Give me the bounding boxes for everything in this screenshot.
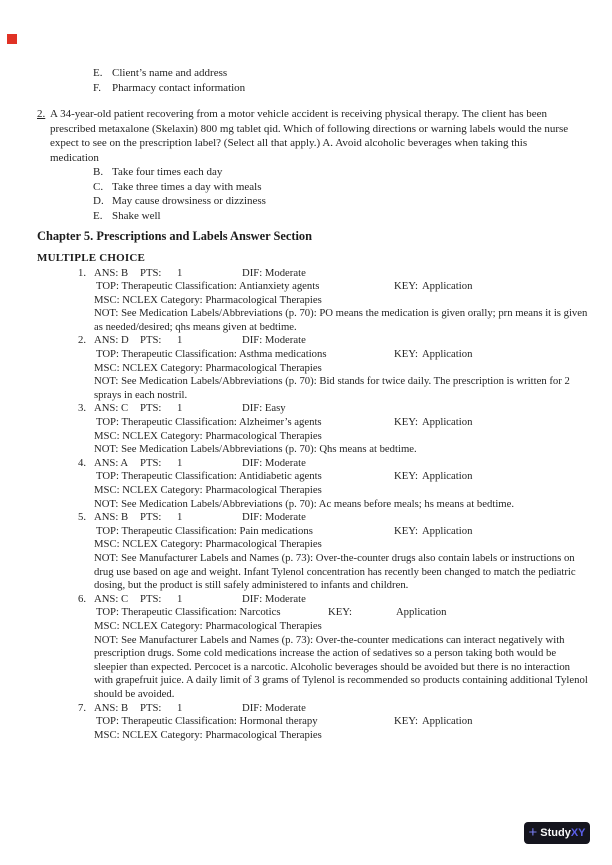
multiple-choice-heading: MULTIPLE CHOICE	[37, 251, 146, 264]
list-item	[37, 165, 585, 180]
dif-field: DIF: Moderate	[242, 456, 306, 469]
not-field: NOT: See Medication Labels/Abbreviations (p. 70): PO means the medication is given orally; prn means it is given as needed/desired; qhs means given at bedtime.	[94, 307, 588, 333]
answer-ans: ANS: B	[94, 701, 129, 714]
dif-field: DIF: Moderate	[242, 592, 306, 605]
answer-number: 3.	[77, 402, 86, 415]
answer-item	[77, 334, 591, 402]
pts-value: 1	[177, 592, 183, 605]
pts-value: 1	[177, 334, 183, 347]
key-label: KEY:	[394, 416, 418, 429]
question-text: A 34-year-old patient recovering from a motor vehicle accident is receiving physical therapy. The client has been prescribed metaxalone (Skelaxin) 800 mg tablet qid. Which of following directions or warning labels would the nurse expect to see on the prescription label? (Select all that apply.) A. Avoid alcoholic beverages when taking this medication	[50, 108, 569, 164]
key-value: Application	[421, 416, 473, 429]
logo-text-study: Study	[540, 827, 571, 839]
key-label: KEY:	[394, 348, 418, 361]
option-letter: E.	[93, 67, 103, 79]
option-text: Client’s name and address	[112, 67, 228, 79]
logo-text	[540, 827, 585, 839]
pts-value: 1	[177, 456, 183, 469]
answer-header-row	[77, 266, 591, 281]
dif-field: DIF: Moderate	[242, 511, 306, 524]
key-field	[394, 348, 472, 362]
answer-item	[77, 456, 591, 511]
key-field	[394, 715, 472, 729]
msc-field: MSC: NCLEX Category: Pharmacological Therapies	[94, 619, 322, 632]
top-field: TOP: Therapeutic Classification: Hormonal therapy	[96, 715, 318, 728]
pts-label: PTS:	[140, 456, 162, 469]
plus-icon: +	[528, 823, 538, 841]
pts-label: PTS:	[140, 402, 162, 415]
list-item	[37, 66, 585, 81]
key-field	[394, 470, 472, 484]
msc-field: MSC: NCLEX Category: Pharmacological Therapies	[94, 538, 322, 551]
dif-field: DIF: Moderate	[242, 701, 306, 714]
top-row	[94, 280, 591, 294]
key-label: KEY:	[394, 715, 418, 728]
studyxy-logo	[524, 822, 590, 844]
answer-item	[77, 592, 591, 702]
answer-item	[77, 511, 591, 593]
msc-field: MSC: NCLEX Category: Pharmacological Therapies	[94, 293, 322, 306]
not-field: NOT: See Manufacturer Labels and Names (p. 73): Over-the-counter drugs also contain labels or instructions on drug use based on age and weight. Infant Tylenol concentration has recently been changed to match the pediatric dosing, but the product is still safely administered to infants and children.	[94, 551, 576, 592]
answer-header-row	[77, 701, 591, 716]
pts-value: 1	[177, 402, 183, 415]
option-text: Pharmacy contact information	[112, 81, 246, 94]
top-row	[94, 715, 591, 729]
key-value: Application	[421, 470, 473, 483]
question-option-list	[37, 165, 585, 223]
msc-field: MSC: NCLEX Category: Pharmacological Therapies	[94, 484, 322, 496]
top-field: TOP: Therapeutic Classification: Narcotics	[96, 606, 281, 619]
msc-field: MSC: NCLEX Category: Pharmacological Therapies	[94, 429, 322, 442]
dif-field: DIF: Easy	[242, 402, 286, 415]
pts-label: PTS:	[140, 592, 162, 605]
key-value: Application	[421, 280, 473, 293]
not-field: NOT: See Medication Labels/Abbreviations (p. 70): Bid stands for twice daily. The prescription is written for 2 sprays in each nostril.	[94, 375, 570, 401]
answer-ans: ANS: D	[94, 334, 129, 347]
option-letter: D.	[93, 195, 104, 207]
key-label: KEY:	[394, 524, 418, 537]
key-field	[328, 606, 446, 620]
key-value: Application	[421, 524, 473, 537]
intro-option-list	[37, 66, 585, 95]
key-value: Application	[395, 606, 447, 619]
answer-list	[77, 266, 591, 743]
key-label: KEY:	[394, 280, 418, 293]
top-row	[94, 348, 591, 362]
answer-ans: ANS: A	[94, 456, 129, 469]
top-field: TOP: Therapeutic Classification: Asthma medications	[96, 348, 327, 361]
dif-field: DIF: Moderate	[242, 266, 306, 279]
section-heading: Chapter 5. Prescriptions and Labels Answer Section	[37, 229, 313, 243]
top-field: TOP: Therapeutic Classification: Pain medications	[96, 524, 313, 537]
not-field: NOT: See Medication Labels/Abbreviations (p. 70): Ac means before meals; hs means at bedtime.	[94, 497, 515, 510]
answer-ans: ANS: C	[94, 592, 129, 605]
option-letter: B.	[93, 166, 104, 178]
pts-label: PTS:	[140, 701, 162, 714]
top-field: TOP: Therapeutic Classification: Antianxiety agents	[96, 280, 320, 293]
answer-header-row	[77, 402, 591, 416]
list-item	[37, 209, 585, 224]
not-field: NOT: See Medication Labels/Abbreviations (p. 70): Qhs means at bedtime.	[94, 443, 417, 456]
list-item	[37, 180, 585, 195]
option-text: Take three times a day with meals	[112, 180, 262, 193]
top-row	[94, 416, 591, 430]
key-field	[394, 525, 472, 539]
answer-item	[77, 701, 591, 743]
option-letter: E.	[93, 209, 103, 222]
answer-ans: ANS: B	[94, 266, 129, 279]
pts-value: 1	[177, 701, 183, 714]
list-item	[37, 81, 585, 96]
option-text: Shake well	[112, 209, 161, 222]
key-field	[394, 416, 472, 430]
pts-value: 1	[177, 511, 183, 524]
answer-header-row	[77, 334, 591, 348]
answer-number: 4.	[77, 456, 86, 469]
red-annotation-marker	[7, 34, 17, 44]
answer-number: 1.	[77, 266, 86, 279]
top-field: TOP: Therapeutic Classification: Alzheimer’s agents	[96, 416, 322, 429]
key-label: KEY:	[394, 470, 418, 483]
logo-text-xy: XY	[570, 827, 586, 839]
top-field: TOP: Therapeutic Classification: Antidiabetic agents	[96, 470, 322, 483]
answer-number: 7.	[77, 701, 86, 714]
pts-label: PTS:	[140, 511, 162, 524]
option-letter: F.	[93, 81, 101, 94]
msc-field: MSC: NCLEX Category: Pharmacological Therapies	[94, 728, 322, 741]
answer-item	[77, 402, 591, 456]
option-text: Take four times each day	[112, 166, 223, 178]
key-label: KEY:	[328, 606, 352, 619]
answer-number: 5.	[77, 511, 86, 524]
key-value: Application	[421, 348, 473, 361]
dif-field: DIF: Moderate	[242, 334, 306, 347]
pts-label: PTS:	[140, 266, 162, 279]
question-number: 2.	[37, 108, 46, 120]
answer-header-row	[77, 592, 591, 607]
answer-header-row	[77, 456, 591, 471]
option-text: May cause drowsiness or dizziness	[112, 195, 266, 207]
top-row	[94, 525, 591, 539]
question-2	[37, 107, 571, 165]
list-item	[37, 194, 585, 209]
key-value: Application	[421, 715, 473, 728]
pts-label: PTS:	[140, 334, 162, 347]
answer-number: 2.	[77, 334, 86, 347]
top-row	[94, 606, 591, 620]
key-field	[394, 280, 472, 294]
option-letter: C.	[93, 180, 104, 193]
answer-ans: ANS: C	[94, 402, 129, 415]
top-row	[94, 470, 591, 484]
msc-field: MSC: NCLEX Category: Pharmacological Therapies	[94, 361, 322, 374]
pts-value: 1	[177, 266, 183, 279]
answer-item	[77, 266, 591, 335]
answer-number: 6.	[77, 592, 86, 605]
answer-header-row	[77, 511, 591, 525]
answer-ans: ANS: B	[94, 511, 129, 524]
not-field: NOT: See Manufacturer Labels and Names (p. 73): Over-the-counter medications can interact negatively with prescription drugs. Some cold medications increase the action of sedatives so a person taking both would be sleepier than expected. Percocet is a narcotic. Alcoholic beverages should be avoided but there is no interaction with grapefruit juice. A daily limit of 3 grams of Tylenol is recommended so products containing additional Tylenol should be avoided.	[94, 633, 588, 700]
